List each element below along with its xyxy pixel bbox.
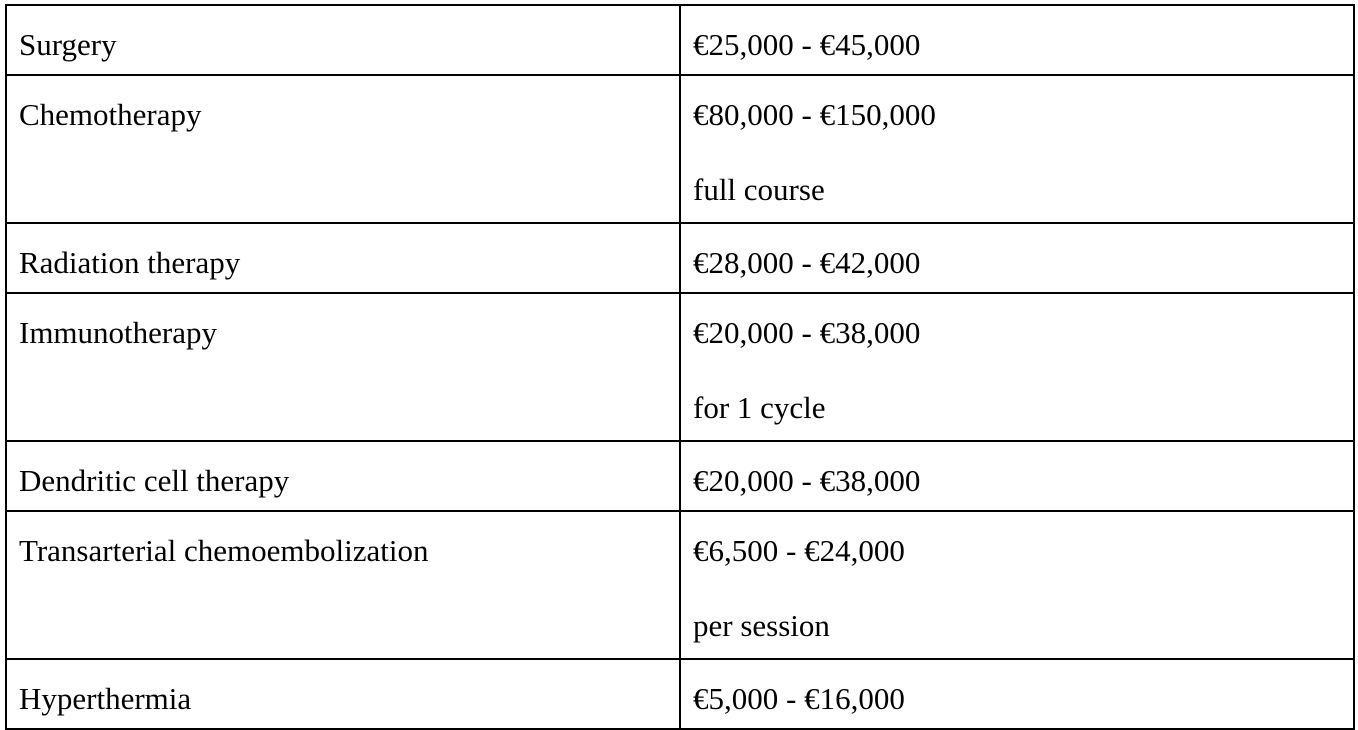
price-range: €80,000 - €150,000 — [693, 97, 936, 132]
table-row — [6, 5, 1354, 75]
treatment-cell — [6, 659, 680, 729]
price-cell — [680, 223, 1354, 293]
price-cell — [680, 75, 1354, 223]
treatment-name: Surgery — [19, 27, 117, 62]
treatment-cost-table — [5, 4, 1355, 730]
price-cell — [680, 511, 1354, 659]
treatment-name: Chemotherapy — [19, 97, 202, 132]
treatment-cell — [6, 293, 680, 441]
price-cell — [680, 293, 1354, 441]
price-range: €20,000 - €38,000 — [693, 463, 921, 498]
price-note: full course — [693, 172, 825, 207]
price-range: €20,000 - €38,000 — [693, 315, 921, 350]
treatment-name: Dendritic cell therapy — [19, 463, 290, 498]
table-row — [6, 511, 1354, 659]
price-cell — [680, 5, 1354, 75]
price-note: per session — [693, 608, 830, 643]
table-row — [6, 293, 1354, 441]
price-cell — [680, 659, 1354, 729]
treatment-name: Hyperthermia — [19, 681, 192, 716]
table-row — [6, 659, 1354, 729]
price-range: €6,500 - €24,000 — [693, 533, 905, 568]
treatment-name: Immunotherapy — [19, 315, 218, 350]
price-note: for 1 cycle — [693, 390, 826, 425]
treatment-name: Radiation therapy — [19, 245, 241, 280]
treatment-cell — [6, 441, 680, 511]
table-row — [6, 75, 1354, 223]
price-range: €5,000 - €16,000 — [693, 681, 905, 716]
treatment-cell — [6, 75, 680, 223]
price-range: €28,000 - €42,000 — [693, 245, 921, 280]
treatment-cell — [6, 511, 680, 659]
price-cell — [680, 441, 1354, 511]
table-row — [6, 223, 1354, 293]
treatment-name: Transarterial chemoembolization — [19, 533, 429, 568]
table-row — [6, 441, 1354, 511]
treatment-cell — [6, 5, 680, 75]
treatment-cell — [6, 223, 680, 293]
price-range: €25,000 - €45,000 — [693, 27, 921, 62]
